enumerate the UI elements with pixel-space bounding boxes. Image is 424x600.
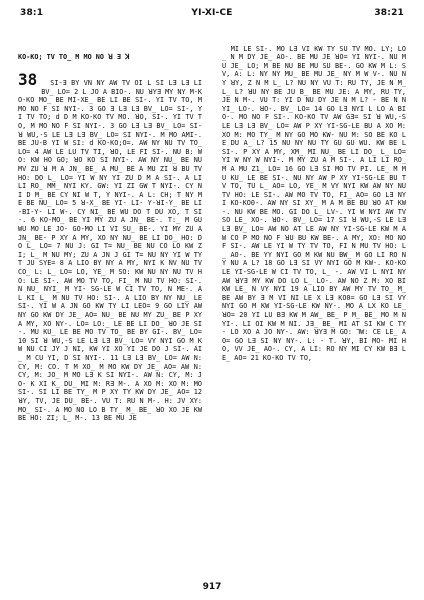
left-column: [18, 36, 207, 572]
right-column: [222, 36, 411, 572]
chapter-number: 38: [18, 70, 38, 90]
book-title: YI-XI-CE: [191, 8, 233, 18]
chapter-verse-end: 38:21: [374, 8, 404, 18]
right-column-text: MI LE SI-. MO LƎ VI KW TY SU TV MO. LY; LO_ N M DY JE_ AO-. BE MU JE ꓤO= YI NYI-. NU MU JE_ LO; M BE NU BE MU SU BE-. GO KW M L: SV, A: L: NY NY MU_ BE MU JE_ NY M W V-. NU NY ꓤY, Z N M L_ L? NU NY VU T: RU TY, JE N M_ L_ L? ꓤU NY BE JU B_ BE MU JE: A MY, RU TY, JE N M-. VU T: YI D NU DY JE N M L? - BE N NYI_ LO-. ꓤO-. BV_ LO= 14 GO LƎ NYI L LO A BIO-. MO NO F SI-. KO-KO TV AW GƎ= SI ꓤ WU,-S LE LƎ LƎ BV_ LO= AW P XY YI-SG-LE BU A XO M: XO M: MO TY_ M NY GO MO KW- NU M: SO BE KO LE DU A_ L? 15 NU NY NU TY GU GU WU. KW BE L SI-. P XY A MY, XM_ MI NU_ BE LI DO_ L_ LO= YI W NY W NYI-. M MY ZU A M SI-. A LI LI RO_ M A MU Z1_ LO= 16 GO LƎ SI MO TV PI. LE_ M MU KU_ LE BE SI-. NU NY AW P XY YI-SG-LE BU TV TO, TU L_ AO= LO, YE_ M VY NYI KW AW NY NU TV HO: LE SI-. AW MO TV TO, FI_ AO= GO LƎ NYI KO-KO0-. AW NY SI XY_ M A M BE BU ꓤO AT KW-. NU KW BE MO. GI DO L_ LV-. YI W NYI AW TV SO LE_ XO-. ꓤO-. BV_ LO= 17 SI ꓤ WU,-S LE LƎ LƎ BV_ LO= AW NO AT LE AW NY YI-SG-LE KW M AW CO P MO NO F ꓤU BU KW BE-. A MY, XO: MO NO F SI-. AW LE YI W TY TV TO, FI N MU TV HO: L_ AO-. BE YY NYI GO M KW NU BW_ M GO LI RO NY NU A L? 18 GO LƎ SI VY NYI GO M KW-. KO-KO LE YI-SG-LE W CI TV TO, L_ -. AW VI L NYI NY AW ꓤYƎ MY KW DO LO L_ LO-. AW NO Z M: XO BI KW LE_ N VY NYI 19 A LIO BY AW MY TV TO_ M_ BE AW BY Ǝ M VI NI LE X LƎ KO0= GO LƎ SI VY NYI GO M KW YI-SG-LE KW NY-. MO A LX KO LE_ ꓤO= 20 YI LU BƎ KW M AW_ BE_ P M_ BE_ MO M NYI-. LI OI KW M NI. JƎ_ BE_ MI AT SI KW C TY- LO XO A JO NY-. AW: ꓤYƎ M GO: ⅂W: CE LE_ AO= GO LƎ SI NY NY-. L: - T. ꓤY, BI MO- MI HO, VV JE_ AO-. CY, A LI: RO NY MI CY KW BƎ LE_ AO= 21 KO-KO TV TO,: [222, 44, 411, 362]
opening-line: KO-KO; TV TO_ M MO NO ꓤ Ǝ ꓘ: [18, 53, 130, 62]
left-column-text: SI-Ǝ BY VN NY AW TV OI L SI LƎ LƎ LI BV_ LO= 2 L JO A BIO-. NU ꓤYƎ MY NY M-KO-KO MO_ BE MI-XE_ BE LI BE SI-. YI TV TO, M MO NO F SI NYI-. 3 GO Ǝ LƎ LƎ BV_ LO= SI-, YI TV TO; d D M KO-KO TV MO. ꓤO, SI-. YI TV TO, M MO NO F SI NYI-. 3 GO LƎ LƎ BV_ LO= SI-ꓤ WU,-S LE LƎ LƎ BV_ LO= SI NYI-. M MO AMI-. BE JU-B YI W SI: d KO-KO;O=. AW NY NU TV TO_ LO= 4 AW LE LU TV TI, ꓤO, LE FI SI-. NU B: WO: KW HO GO; ꓤO KO SI NYI-. AW NY NU_ BE NU MV ZU ꓤ M A JN_ BE_ A MU_ BE A MU ZI ꓤ BU TV HO: DO L_ LO= YI W NY YI ZU D M A SI-. A LI LI RO_ MM_ NYI KY. GW: YI ZI GW T NYI-. CY NI D M_ BE CY NI W T, Y NYI-. A L: CH; T NY ME BE NU_ LO= 5 ꓤ-X_ BE YI- LI- Y-ꓤI-Y_ BE LI-BI-Y- LI W-. CY NI_ BE WU DO T DU XO, T SI-. 6 KO-MO_ BE YI MY ZU A JN_ BE-. T:_ M GU WU MO LE JO- GO-MO LI VI SU_ BE-. YI MY ZU A JN_ BE- P XY A MY, XO NY NU_ BE LI DO_ HO: DO L_ LO= 7 NU J: GI T= NU_ BE NU CO LO KW ZI; L_ M NU MY; ZU A JN J GI T= NU NY YI W TY T JU SYE= 8 A LIO BY NY A MY, NYI K NV NU TV CO_ L: L_ LO= LO, YE_ M SO: KW NU NY NU TV HO: LE SI-. AW MO TV TO, FI_ M NU TV HO: SI-. N NU_ NYI_ M YI- SG-LE W CI TV TO, N ME-. A L KI L_ M NU TV HO: SI-. A LIO BY NY NU_ LE SI-. YI W A JN GO KW TY LI LEO= 9 GO LIY AW NY GO KW DY JE_ AO= NU_ BE NU MY ZU_ BE P XY A MY, XO NY-. LO= LO:_ LE BE LI DO_ ꓤO JE SI-. MU KU_ LE BE MO TV TO_ BE BY GI-. BV_ LO= 10 SI ꓤ WU,-S LE LƎ LƎ BV_ LO= VY NYI GO M KW NU CI JY J NI, KW YI XO YI JE DO J SI-. AI_ M CU YI, D SI NYI-. 11 LƎ LƎ BV_ LO= AW N: CY, M: CO. T M XO_ M MO KW DY JE_ AO= AW N: CY, M: JO_ M MO LƎ K SI NYI-. AW N: CY, M: JO- K XI K_ DU_ MI M: RƎ M-. A XO M: XO M: MO SI-. SI LI BE TY_ M P XY TY KW DY JE_ AO= 12 ꓤY, TV, JE DU_ BE-. VU T: RU N M-. H: JV XY: MO_ SI-. A MO NO LO B TY_ M_ BE_ ꓤO XO JE KW BE HO: ZI; L_ M-. 13 BE MU JE: [18, 78, 207, 423]
chapter-verse-start: 38:1: [20, 8, 44, 18]
page-number: 917: [202, 582, 222, 592]
